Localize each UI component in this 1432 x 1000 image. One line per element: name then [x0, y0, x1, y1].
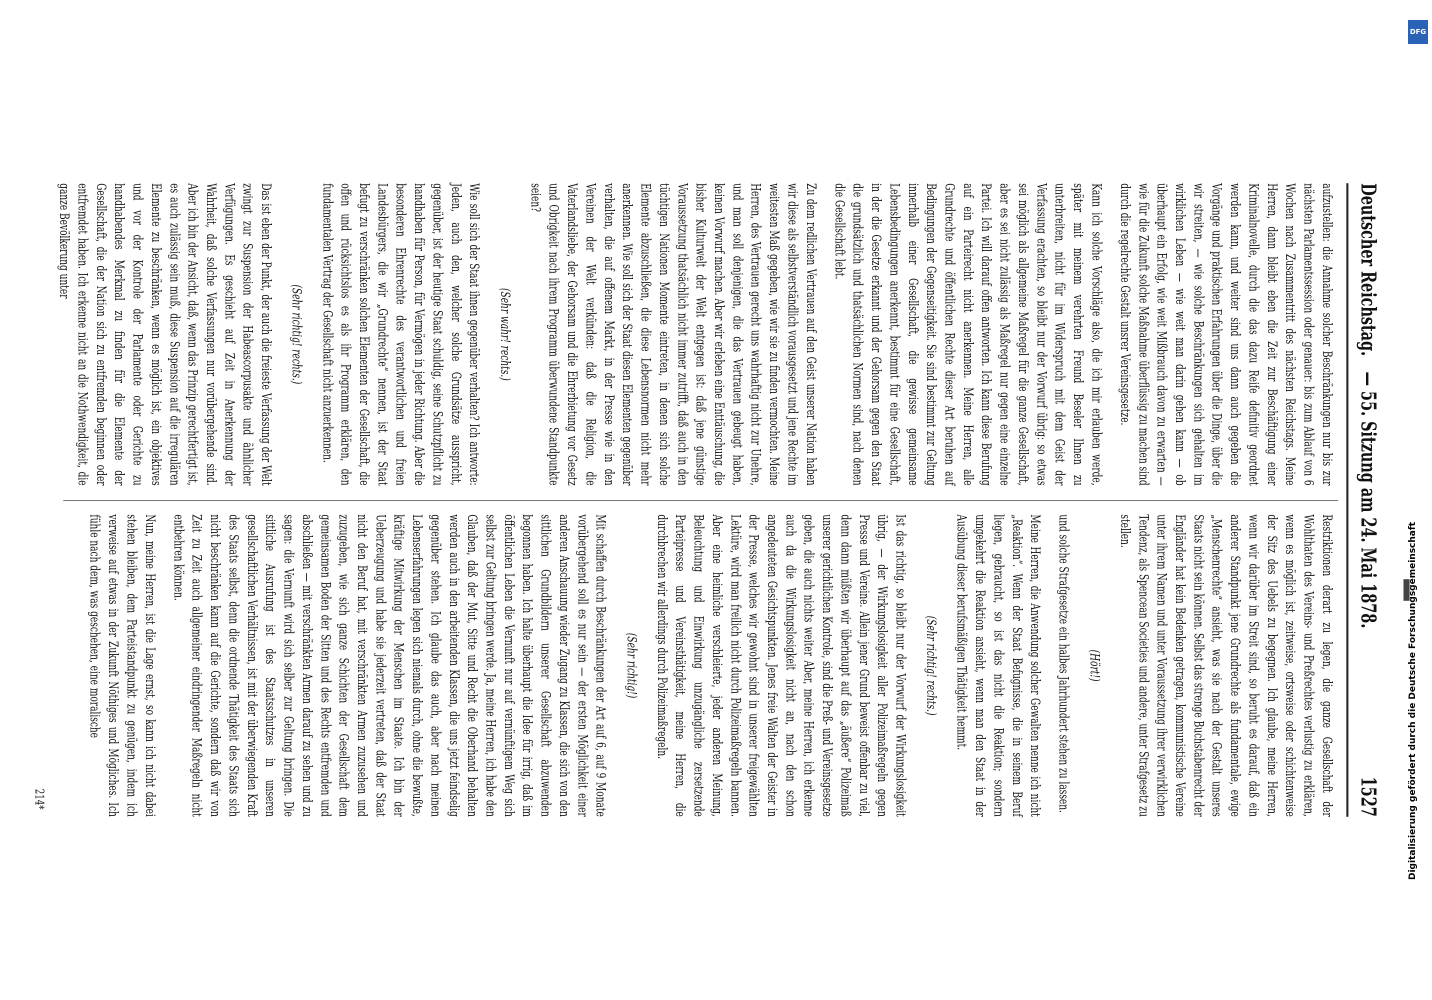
digitization-credit: Digitalisierung gefördert durch die Deutsche Forschungsgemeinschaft — [1408, 521, 1418, 880]
paragraph: Restriktionen derart zu legen, die ganze Gesellschaft der Wohlthaten des Vereins- und Preßrechtes verlustig zu erklären, wenn es möglich ist, zeitweise, ortsweise oder schichtenweise der Sitz des Uebels zu begegnen. Ich glaube, meine Herren, wenn wir darüber im Streit sind, so beruht es darauf, daß ein anderer Standpunkt jene Grundrechte als fundamentale, ewige „Menschenrechte“ ansieht, was sie nach der Gestalt unseres Staats nicht sein können. Selbst das strenge Buchstabenrecht der Engländer hat kein Bedenken getragen, kommunistische Vereine unter ihrem Namen und unter Voraussetzung ihrer verwirklichen Tendenz, als Spencean Societies und andere, unter Strafgesetz zu stellen. — [1117, 514, 1336, 817]
paragraph: Zu dem redlichen Vertrauen auf den Geist unserer Nation haben wir diese als selbstverständlich vorausgesetzt und jene Rechte im weitesten Maß gegeben, wie wir sie zu finden vermochten. Meine Herren, des Vertrauen gerecht uns wahrhaftig nicht zur Unehre, und man soll denjenigen, die das Vertrauen gebeugt haben, keinen Vorwurf machen. Aber wir erleben eine Enttäuschung, die bisher Kulturwelt der Welt entgegen ist: daß jene günstige Voraussetzung thatsächlich nicht immer zutrifft, daß auch in den tüchtigen Nationen Momente eintreten, in denen sich solche Elemente abzuschließen, die diese Lebensnormen nicht mehr anerkennen. Wie soll sich der Staat diesen Elementen gegenüber verhalten, die auf offenem Markt, in der Presse wie in den Vereinen der Welt verkünden: daß die Religion, die Vaterlandsliebe, der Gehorsam und die Ehrerbietung vor Gesetz und Obrigkeit nach ihrem Programm überwundene Standpunkte seien? — [528, 183, 820, 486]
page-header — [1352, 183, 1381, 817]
paragraph: Meine Herren, die Anwendung solcher Gewalten nenne ich nicht „Reaktion“. Wenn der Staat Befugnisse, die in seinem Beruf liegen, gebraucht, so ist das nicht die Reaktion; sondern umgekehrt die Reaktion ansieht, wenn man den Staat in der Ausübung dieser berufsmäßigen Thätigkeit hemmt. — [954, 514, 1044, 817]
page-number: 1527 — [1356, 776, 1382, 817]
dfg-logo: DFG — [1408, 20, 1428, 44]
interjection: (Sehr richtig!) — [624, 632, 640, 699]
interjection: (Sehr richtig! rechts.) — [924, 615, 940, 716]
interjection: (Hört!) — [1087, 649, 1103, 682]
interjection: (Sehr richtig! rechts.) — [289, 284, 305, 385]
paragraph: Mit schaffen durch Beschränkungen der Art auf 6, auf 9 Monate vorübergehend soll es nur sein — der ersten Möglichkeit einer anderen Anschauung wieder Zugang zu Klassen, die sich von den sittlichen Grundbildern unserer Gesellschaft abzuwenden begonnen haben. Ich halte überhaupt die Idee für irrig, daß im öffentlichen Leben die Vernunft nur auf vernünftigem Weg sich selbst zur Geltung bringen werde. Ja, meine Herren, ich habe den Glauben, daß der Mut, Sitte und Recht die Oberhand behalten werden auch in den arbeitenden Klassen, die uns jetzt feindselig gegenüber stehen. Ich glaube das auch, aber nach meinen Lebenserfahrungen legen sich niemals durch, ohne die bewußte, kräftige Mitwirkung der Menschen im Staate. Ich bin der Ueberzeugung und habe sie jederzeit vertreten, daß der Staat nicht den Beruf hat, mit verschränkten Armen zuzusehen und zuzugeben, wie sich ganze Schichten der Gesellschaft dem gemeinsamen Boden der Sitten und des Rechts entfremden und abschließen — mit verschränkten Armen darauf zu sehen und zu sagen: die Vernunft wird sich selber zur Geltung bringen. Die sittliche Ausrufung ist des Staatsschutzes in unseren gesellschaftlichen Verhältnissen, ist mit der überwiegenden Kraft des Staats selbst, denn die ordnende Thätigkeit des Staats sich nicht beschränken kann auf die Gerichte, sondern daß wir von Zeit zu Zeit auch allgemeiner eindringender Maßregeln nicht entbehren können. — [171, 514, 609, 817]
newspaper-page — [22, 154, 1409, 845]
paragraph: Wie soll sich der Staat ihnen gegenüber verhalten? Ich antworte: Jeden, auch den, welcher solche Grundsätze ausspricht, gegenüber, ist der heutige Staat schuldig, seine Schutzpflicht zu handhaben für Person, für Vermögen in jeder Richtung. Aber die besonderen Ehrenrechte des verantwortlichen und freien Landesbürgers, die wir „Grundrechte“ nennen, ist der Staat befugt zu verschränken solchen Elementen der Gesellschaft, die offen und rücksichtslos es als ihr Programm erklären, den fundamentalen Vertrag der Gesellschaft nicht anzuerkennen. — [320, 183, 483, 486]
paragraph: Kann ich solche Vorschläge also, die ich mir erlauben werde, später mit meinem verehrten Freund Beseler Ihnen zu unterbreiten, nicht für im Widerspruch mit dem Geist der Verfassung erachten, so bleibt nur der Vorwurf übrig: so etwas sei möglich als allgemeine Maßregel für die ganze Gesellschaft, aber es sei nicht zulässig als Maßregel nur gegen eine einzelne Partei. Ich will darauf offen antworten. Ich kann diese Berufung auf ein Parteirecht nicht anerkennen. Meine Herren, alle Grundrechte und öffentlichen Rechte dieser Art beruhen auf Bedingungen der Gegenseitigkeit. Sie sind bestimmt zur Geltung innerhalb einer Gesellschaft, die gewisse gemeinsame Lebensbedingungen anerkennt, bestimmt für eine Gesellschaft, in der die Gesetze erkannt und der Gehorsam gegen den Staat die grundsätzlich und thatsächlichen Normen sind, nach denen die Gesellschaft lebt. — [832, 183, 1105, 486]
publication-title: Deutscher Reichstag. — [1356, 183, 1382, 357]
session-title: — 55. Sitzung am 24. Mai 1878. — [1356, 371, 1382, 629]
column-divider — [63, 500, 1338, 501]
interjection: (Sehr wahr! rechts.) — [497, 288, 514, 381]
paragraph: und solche Strafgesetze ein halbes Jahrhundert stehen zu lassen. — [1056, 514, 1072, 813]
right-column — [53, 514, 1336, 816]
paragraph: Das ist eben der Punkt, der auch die freieste Verfassung der Welt zwingt zur Suspension der Habeascorpusakte und ähnlicher Verfügungen. Es geschieht auf Zeit in Anerkennung der Wahrheit, daß solche Verfassungen nur vorübergehende sind. Aber ich bin der Ansicht, daß, wenn das Prinzip gerechtfertigt ist, es auch zulässig sein muß, diese Suspension auf die irregulären Elemente zu beschränken, wenn es möglich ist, ein objektives und vor der Kontrole der Parlamente oder Gerichte zu handhabendes Merkmal zu finden für die Elemente der Gesellschaft, die der Nation sich zu entfremden beginnen oder entfremdet haben. Ich erkenne nicht an die Nothwendigkeit, die ganze Bevölkerung unter — [57, 183, 275, 486]
paragraph: Ist das richtig, so bleibt nur der Vorwurf der Wirkungslosigkeit übrig, — der Wirkungslosigkeit aller Polizeimaßregeln gegen Presse und Vereine. Allein jener Grund beweist offenbar zu viel, denn dann müßten wir überhaupt auf das „äußere“ Polizeimaß unserer gerichtlichen Kontrole, sind die Preß- und Vereinsgesetze geben, die auch nichts weiter Aber, meine Herren, ich erkenne auch da die Wirkungslosigkeit nicht an, nach den schon angedeuteten Gesichtspunkten. Jenes freie Walten der Geister in der Presse, welches wir gewohnt sind in unserer freigewählten Lektüre, wird man freilich nicht durch Polizeimaßregeln bannen. Aber eine heimliche verschleierte, jeder anderen Meinung, Beleuchtung und Einwirkung unzugängliche zersetzende Parteipresse und Vereinsthätigkeit, meine Herren, die durchbrechen wir allerdings durch Polizeimaßregeln. — [654, 514, 909, 817]
paragraph: aufzustellen: die Annahme solcher Beschränkungen nur bis zur nächsten Parlamentssession oder genauer: bis zum Ablauf von 6 Wochen nach Zusammentritt des nächsten Reichstags. Meine Herren, dann bleibt eben die Zeit zur Beschäftigung einer Kriminalnovelle, durch die das dazu Reife definitiv geordnet werden kann, und weiter sind uns dann auch gegeben die Vorgänge und praktischen Erfahrungen über die Dinge, über die wir streiten, — wie solche Beschränkungen sich gehalten im wirklichen Leben — wie weit man darin gehen kann — ob überhaupt ein Erfolg, wie weit Mißbrauch davon zu erwarten — wie für die Zukunft solche Maßnahme überflüssig zu machen sind durch die regelrechte Gestalt unsrer Vereinsgesetze. — [1117, 183, 1336, 486]
left-column — [53, 183, 1336, 485]
header-rule — [1346, 183, 1348, 817]
paragraph: Nun, meine Herren, ist die Lage ernst, so kann ich nicht dabei stehen bleiben, dem Parteistandpunkt zu genügen, indem ich verweise auf etwas in der Zukunft Nöthiges und Mögliches. Ich fühle nach dem, was geschehen, eine moralische — [87, 514, 159, 817]
signature-mark: 214* — [32, 788, 47, 810]
